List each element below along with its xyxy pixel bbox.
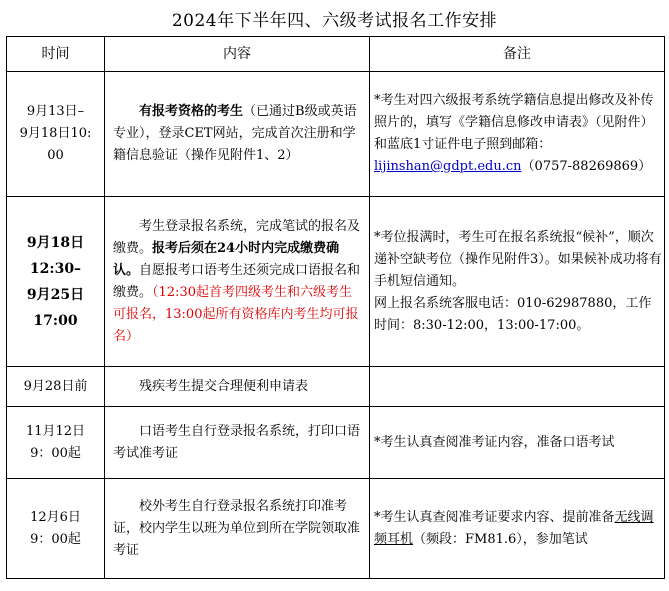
table-row <box>7 367 665 407</box>
row1-note <box>370 72 665 197</box>
row2-content <box>105 197 370 367</box>
row2-content-text: 考生登录报名系统，完成笔试的报名及缴费。 <box>113 218 361 256</box>
row2-time: 9月18日 12:30– 9月25日 17:00 <box>7 197 105 367</box>
table-header-row <box>7 37 665 72</box>
row5-note <box>370 479 665 579</box>
email-link[interactable]: lijinshan@gdpt.edu.cn <box>374 159 522 174</box>
row3-note <box>370 367 665 407</box>
table-row <box>7 72 665 197</box>
row1-note-text: *考生对四六级报考系统学籍信息提出修改及补传照片的，填写《学籍信息修改申请表》（见附件）和蓝底1寸证件电子照到邮箱： <box>374 93 654 152</box>
row1-time: 9月13日– 9月18日10: 00 <box>7 72 105 197</box>
row2-note <box>370 197 665 367</box>
row1-note-phone: （0757-88269869） <box>521 159 652 174</box>
row2-content-red: （12:30起首考四级考生和六级考生可报名，13:00起所有资格库内考生均可报名） <box>113 284 359 344</box>
header-note: 备注 <box>370 37 665 72</box>
row1-content-bold: 有报考资格的考生 <box>139 104 244 119</box>
row2-content-bold: 报考后须在24小时内完成缴费确认。 <box>113 240 340 278</box>
row4-content: 口语考生自行登录报名系统，打印口语考试准考证 <box>105 407 370 479</box>
row3-time: 9月28日前 <box>7 367 105 407</box>
row4-time: 11月12日 9：00起 <box>7 407 105 479</box>
row2-note-b: 网上报名系统客服电话：010-62987880，工作时间：8:30-12:00，13:00-17:00。 <box>374 295 652 333</box>
row5-content: 校外考生自行登录报名系统打印准考证，校内学生以班为单位到所在学院领取准考证 <box>105 479 370 579</box>
table-row <box>7 197 665 367</box>
row1-content-text: （已通过B级或英语专业），登录CET网站，完成首次注册和学籍信息验证（操作见附件1、2） <box>113 104 357 163</box>
schedule-table <box>6 36 665 579</box>
document-title: 2024年下半年四、六级考试报名工作安排 <box>171 11 498 31</box>
header-content: 内容 <box>105 37 370 72</box>
row5-time: 12月6日 9：00起 <box>7 479 105 579</box>
table-row <box>7 479 665 579</box>
row5-note-underline: 无线调频耳机 <box>374 509 654 547</box>
row2-content-text-b: 自愿报考口语考生还须完成口语报名和缴费。 <box>113 262 361 300</box>
row1-content <box>105 72 370 197</box>
row3-content: 残疾考生提交合理便利申请表 <box>105 367 370 407</box>
row4-note: *考生认真查阅准考证内容，准备口语考试 <box>370 407 665 479</box>
header-time: 时间 <box>7 37 105 72</box>
row5-note-text: *考生认真查阅准考证要求内容、提前准备 <box>374 509 615 525</box>
row5-note-text-b: （频段：FM81.6），参加笔试 <box>413 531 588 547</box>
table-row <box>7 407 665 479</box>
row2-note-a: *考位报满时，考生可在报名系统报“候补”，顺次递补空缺考位（操作见附件3）。如果候补成功将有手机短信通知。 <box>374 229 662 289</box>
